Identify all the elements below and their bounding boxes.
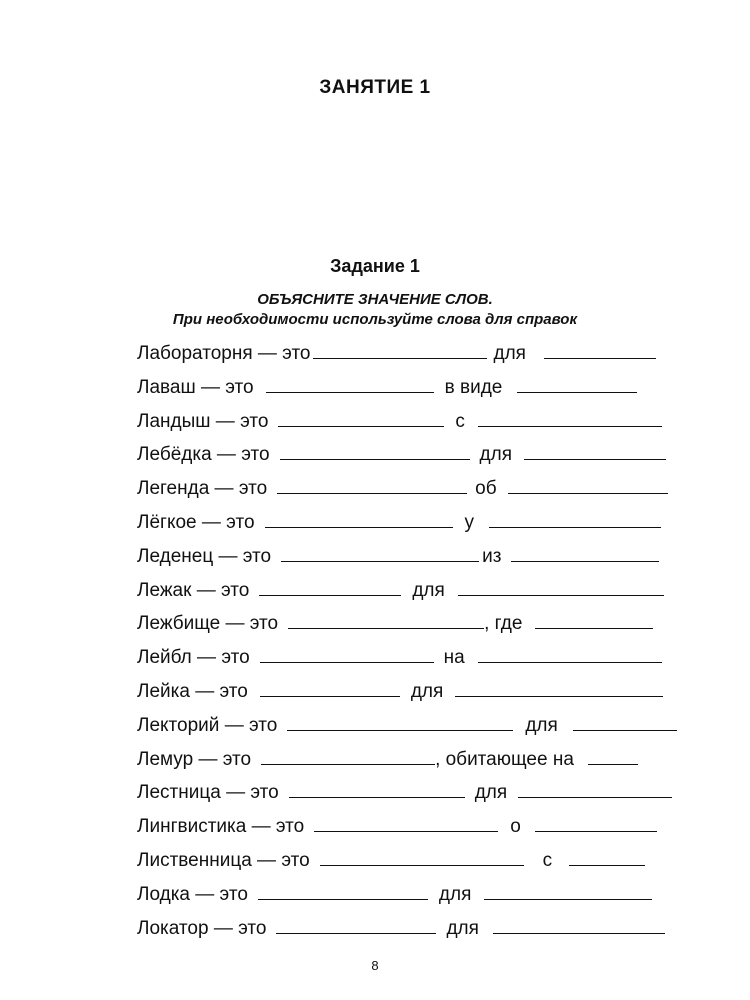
term-text: Леденец — это (137, 545, 272, 567)
lesson-title: ЗАНЯТИЕ 1 (319, 77, 431, 98)
definition-row (137, 779, 695, 813)
term-text: Локатор — это (137, 917, 267, 939)
joiner-text: для (410, 680, 444, 702)
answer-blank[interactable] (511, 543, 659, 562)
definition-row (137, 881, 695, 915)
term-text: Лекторий — это (137, 714, 278, 736)
definition-row (137, 577, 695, 611)
answer-blank[interactable] (478, 644, 662, 663)
answer-blank[interactable] (518, 779, 672, 798)
joiner-text: для (412, 579, 445, 601)
definition-row (137, 847, 695, 881)
definition-row (137, 441, 695, 475)
answer-blank[interactable] (260, 678, 400, 697)
term-text: Легенда — это (137, 478, 268, 500)
answer-blank[interactable] (493, 915, 665, 934)
joiner-text: с (455, 410, 465, 432)
answer-blank[interactable] (314, 813, 498, 832)
answer-blank[interactable] (524, 441, 666, 460)
answer-blank[interactable] (261, 746, 435, 765)
task-title: Задание 1 (330, 256, 420, 276)
joiner-text: , где (484, 613, 523, 635)
answer-blank[interactable] (259, 577, 401, 596)
answer-blank[interactable] (478, 408, 662, 427)
answer-blank[interactable] (289, 779, 465, 798)
definition-row (137, 610, 695, 644)
answer-blank[interactable] (458, 577, 664, 596)
answer-blank[interactable] (517, 374, 637, 393)
term-text: Лейка — это (137, 680, 248, 702)
term-text: Лежбище — это (137, 613, 279, 635)
task-instruction (0, 290, 750, 330)
joiner-text: с (542, 849, 553, 871)
term-text: Ландыш — это (137, 410, 269, 432)
definition-row (137, 509, 695, 543)
answer-blank[interactable] (280, 441, 470, 460)
definition-row (137, 340, 695, 374)
answer-blank[interactable] (281, 543, 479, 562)
answer-blank[interactable] (508, 475, 668, 494)
joiner-text: о (510, 816, 521, 838)
definition-row (137, 374, 695, 408)
joiner-text: для (525, 714, 558, 736)
definition-row (137, 915, 695, 949)
term-text: Лемур — это (137, 748, 252, 770)
answer-blank[interactable] (265, 509, 453, 528)
joiner-text: для (446, 917, 479, 939)
term-text: Лёгкое — это (137, 511, 255, 533)
term-text: Лодка — это (137, 883, 248, 905)
joiner-text: об (475, 478, 497, 500)
definition-row (137, 746, 695, 780)
definition-row (137, 543, 695, 577)
term-text: Лейбл — это (137, 647, 250, 669)
definition-row (137, 813, 695, 847)
term-text: Лебёдка — это (137, 444, 270, 466)
definition-row (137, 475, 695, 509)
term-text: Лестница — это (137, 782, 279, 804)
answer-blank[interactable] (278, 408, 444, 427)
answer-blank[interactable] (535, 813, 657, 832)
answer-blank[interactable] (287, 712, 513, 731)
joiner-text: для (438, 883, 472, 905)
instruction-line-2: При необходимости используйте слова для справок (172, 311, 578, 328)
answer-blank[interactable] (260, 644, 434, 663)
answer-blank[interactable] (588, 746, 638, 765)
joiner-text: в виде (444, 376, 503, 398)
answer-blank[interactable] (258, 881, 428, 900)
definition-row (137, 712, 695, 746)
joiner-text: из (482, 545, 502, 567)
joiner-text: для (493, 343, 526, 364)
answer-blank[interactable] (569, 847, 645, 866)
answer-blank[interactable] (313, 340, 487, 359)
answer-blank[interactable] (573, 712, 677, 731)
answer-blank[interactable] (489, 509, 661, 528)
page-number: 8 (371, 958, 379, 973)
term-text: Лежак — это (137, 579, 250, 601)
joiner-text: на (443, 647, 465, 669)
instruction-line-1: ОБЪЯСНИТЕ ЗНАЧЕНИЕ СЛОВ. (257, 291, 493, 308)
answer-blank[interactable] (455, 678, 663, 697)
joiner-text: для (474, 782, 508, 804)
definition-row (137, 408, 695, 442)
answer-blank[interactable] (544, 340, 656, 359)
answer-blank[interactable] (277, 475, 467, 494)
joiner-text: у (464, 511, 475, 533)
definition-list (137, 340, 695, 948)
definition-row (137, 644, 695, 678)
answer-blank[interactable] (484, 881, 652, 900)
answer-blank[interactable] (266, 374, 434, 393)
term-text: Лаваш — это (137, 376, 254, 398)
term-text: Лабораторня — это (137, 343, 311, 364)
term-text: Лингвистика — это (137, 816, 305, 838)
answer-blank[interactable] (288, 610, 484, 629)
answer-blank[interactable] (276, 915, 436, 934)
joiner-text: , обитающее на (435, 748, 574, 770)
joiner-text: для (479, 444, 513, 466)
term-text: Лиственница — это (137, 849, 310, 871)
answer-blank[interactable] (320, 847, 524, 866)
answer-blank[interactable] (535, 610, 653, 629)
definition-row (137, 678, 695, 712)
